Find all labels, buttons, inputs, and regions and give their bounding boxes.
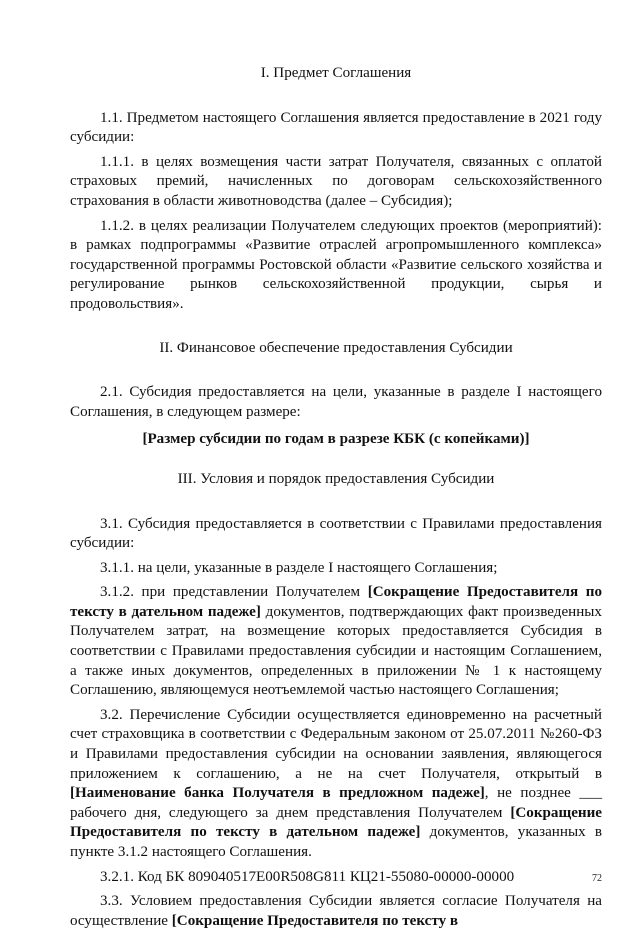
paragraph-3-2: [70, 706, 602, 863]
paragraph-3-3: [70, 892, 602, 931]
paragraph-2-1: 2.1. Субсидия предоставляется на цели, указанные в разделе I настоящего Соглашения, в следующем размере:: [70, 384, 602, 420]
paragraph-3-2-text-e: документов, указанных в пункте 3.1.2 настоящего Соглашения.: [70, 824, 603, 860]
paragraph-3-1-2-bold-placeholder: [Сокращение Предоставителя по тексту в дательном падеже]: [70, 584, 603, 620]
page-number: 72: [592, 873, 602, 884]
paragraph-1-1: 1.1. Предметом настоящего Соглашения является предоставление в 2021 году субсидии:: [70, 109, 602, 146]
paragraph-1-1-2: 1.1.2. в целях реализации Получателем следующих проектов (мероприятий): в рамках подпрограммы «Развитие отраслей агропромышленного комплекса» государственной программы Ростовской области «Развитие сельского хозяйства и регулирование рынков сельскохозяйственной продукции, сырья и продовольствия».: [70, 217, 602, 312]
document-page: [70, 64, 602, 936]
paragraph-3-1: 3.1. Субсидия предоставляется в соответствии с Правилами предоставления субсидии:: [70, 515, 602, 552]
paragraph-3-1-2: [70, 583, 602, 701]
section-3-title: III. Условия и порядок предоставления Субсидии: [177, 470, 495, 487]
paragraph-3-2-bank-placeholder: [Наименование банка Получателя в предложном падеже]: [70, 785, 485, 802]
section-2-title: II. Финансовое обеспечение предоставления Субсидии: [159, 339, 513, 356]
section-1-title: I. Предмет Соглашения: [260, 65, 412, 81]
paragraph-3-1-2-text-a: 3.1.2. при представлении Получателем: [100, 584, 368, 601]
paragraph-3-1-1: 3.1.1. на цели, указанные в разделе I настоящего Соглашения;: [100, 559, 498, 576]
paragraph-3-2-text-a: 3.2. Перечисление Субсидии осуществляется единовременно на расчетный счет страховщика в соответствии с Федеральным законом от 25.07.2011 №260-ФЗ и Правилами предоставления субсидии на основании заявления, являющегося приложением к соглашению, а не на счет Получателя, открытый в: [70, 706, 602, 782]
paragraph-3-2-text-c: , не позднее ___ рабочего дня, следующего за днем представления Получателем: [70, 785, 602, 821]
subsidy-amount-placeholder: [Размер субсидии по годам в разрезе КБК (с копейками)]: [142, 431, 530, 448]
paragraph-3-1-2-text-c: документов, подтверждающих факт произведенных Получателем затрат, на возмещение которых предоставляется Субсидия в соответствии с Правилами предоставления субсидии и настоящим Соглашением, а также иных документов, определенных в приложении № 1 к настоящему Соглашению, являющемуся неотъемлемой частью настоящего Соглашения;: [70, 603, 602, 699]
paragraph-3-3-text-a: 3.3. Условием предоставления Субсидии является согласие Получателя на осуществление: [70, 893, 602, 929]
paragraph-3-3-provider-placeholder: [Сокращение Предоставителя по тексту в: [171, 912, 459, 929]
paragraph-3-2-provider-placeholder: [Сокращение Предоставителя по тексту в дательном падеже]: [70, 804, 602, 841]
paragraph-3-2-1: 3.2.1. Код БК 809040517E00R508G811 КЦ21-55080-00000-00000: [100, 868, 515, 885]
paragraph-1-1-1: 1.1.1. в целях возмещения части затрат Получателя, связанных с оплатой страховых премий, начисленных по договорам сельскохозяйственного страхования в области животноводства (далее – Субсидия);: [70, 153, 602, 209]
